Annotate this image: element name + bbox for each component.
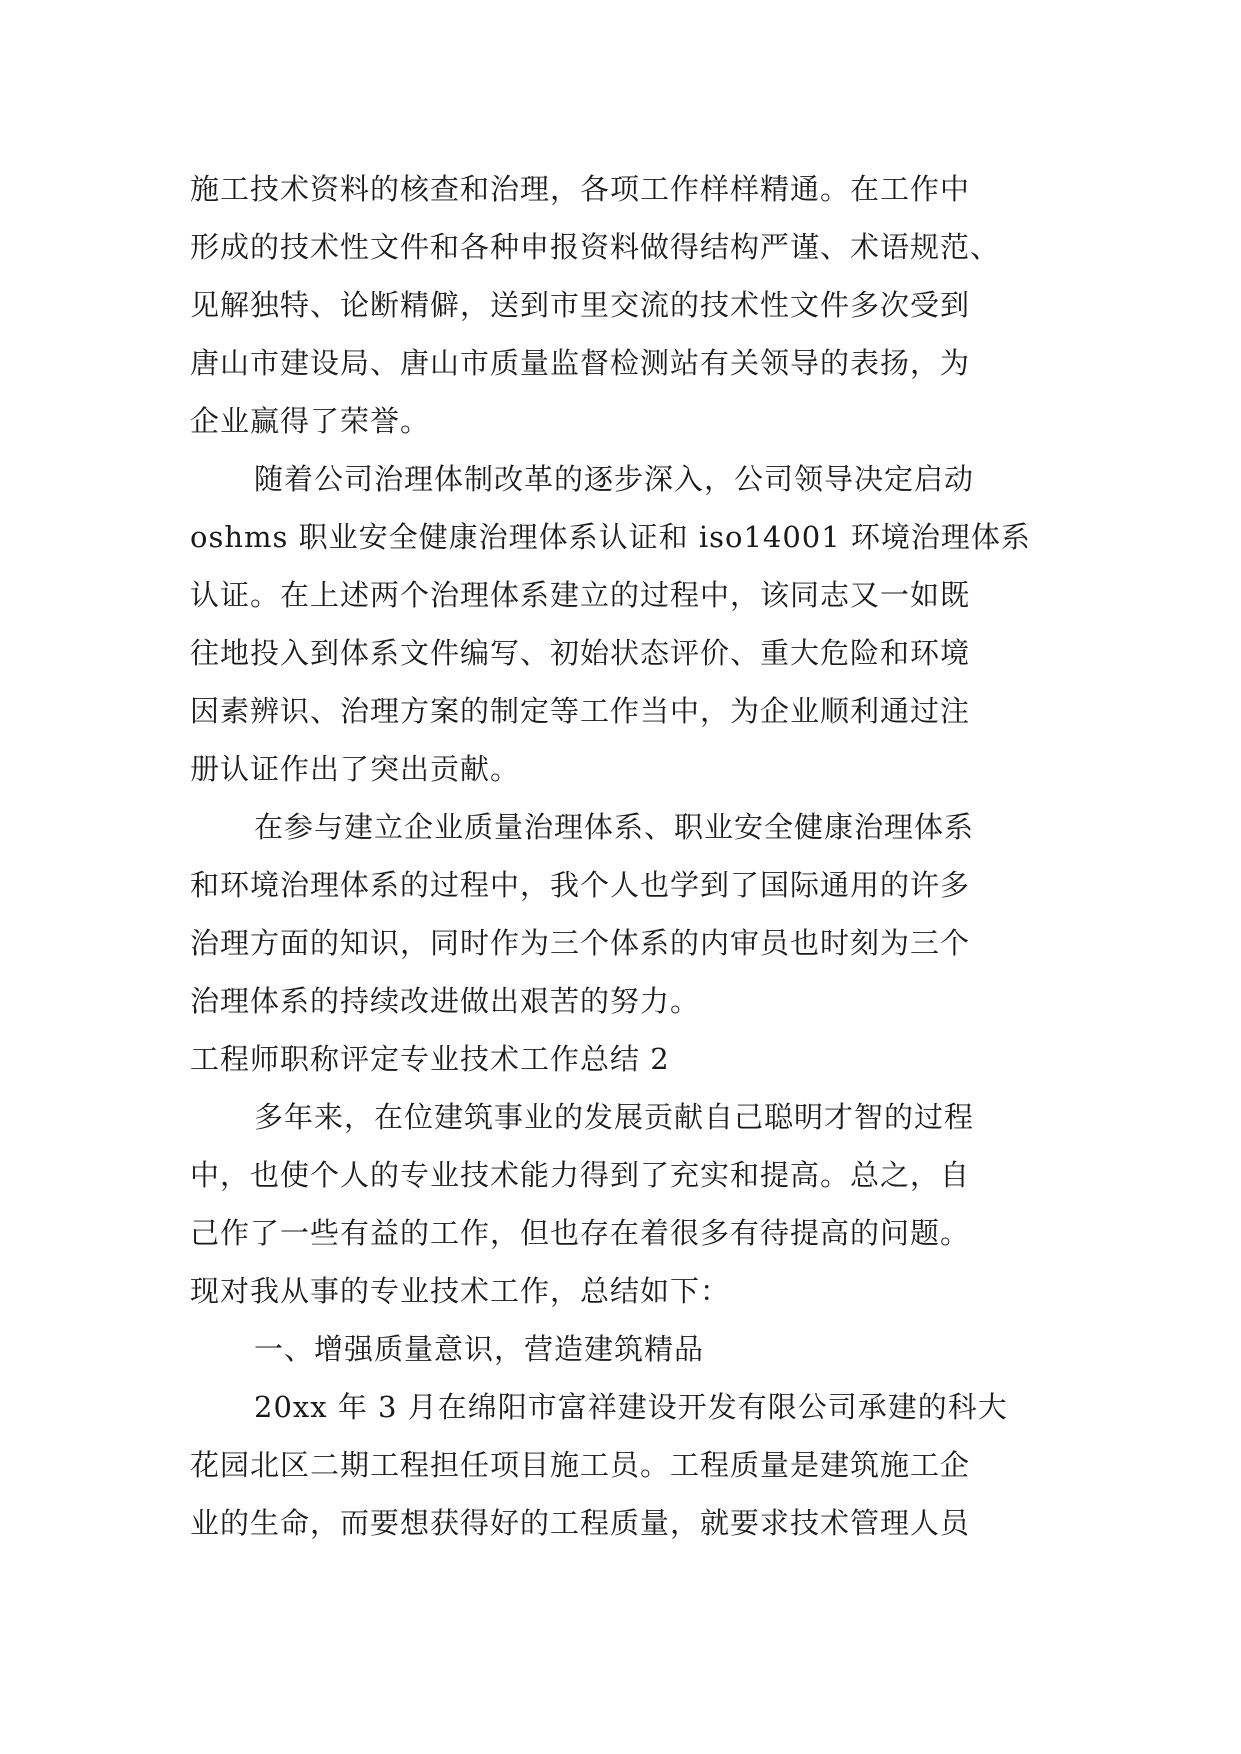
text-line: 治理方面的知识，同时作为三个体系的内审员也时刻为三个 (190, 926, 971, 960)
text-line: 认证。在上述两个治理体系建立的过程中，该同志又一如既 (190, 578, 971, 612)
text-line: 现对我从事的专业技术工作，总结如下： (190, 1274, 731, 1308)
text-line: 因素辨识、治理方案的制定等工作当中，为企业顺利通过注 (190, 694, 971, 728)
text-line: 花园北区二期工程担任项目施工员。工程质量是建筑施工企 (190, 1448, 971, 1482)
document-body (190, 160, 1090, 1552)
text-line: 随着公司治理体制改革的逐步深入，公司领导决定启动 (254, 462, 975, 496)
text-line: 形成的技术性文件和各种申报资料做得结构严谨、术语规范、 (190, 230, 1001, 264)
text-line: 中，也使个人的专业技术能力得到了充实和提高。总之，自 (190, 1158, 971, 1192)
text-line: 企业赢得了荣誉。 (190, 404, 431, 438)
text-line: 往地投入到体系文件编写、初始状态评价、重大危险和环境 (190, 636, 971, 670)
text-line: 和环境治理体系的过程中，我个人也学到了国际通用的许多 (190, 868, 971, 902)
text-line: 20xx 年 3 月在绵阳市富祥建设开发有限公司承建的科大 (254, 1390, 1008, 1424)
paragraph-management-systems (190, 798, 1090, 1030)
text-line: 册认证作出了突出贡献。 (190, 752, 521, 786)
text-line: 唐山市建设局、唐山市质量监督检测站有关领导的表扬，为 (190, 346, 971, 380)
text-line: 多年来，在位建筑事业的发展贡献自己聪明才智的过程 (254, 1100, 975, 1134)
text-line: 治理体系的持续改进做出艰苦的努力。 (190, 984, 701, 1018)
paragraph-tech-documents (190, 160, 1090, 450)
text-line: 己作了一些有益的工作，但也存在着很多有待提高的问题。 (190, 1216, 971, 1250)
paragraph-certification (190, 450, 1090, 798)
text-line: 见解独特、论断精僻，送到市里交流的技术性文件多次受到 (190, 288, 971, 322)
section-title: 工程师职称评定专业技术工作总结 2 (190, 1042, 670, 1076)
text-line: 业的生命，而要想获得好的工程质量，就要求技术管理人员 (190, 1506, 971, 1540)
paragraph-project (190, 1378, 1090, 1552)
text-line: oshms 职业安全健康治理体系认证和 iso14001 环境治理体系 (190, 520, 1031, 554)
subheading: 一、增强质量意识，营造建筑精品 (254, 1332, 705, 1366)
paragraph-intro (190, 1088, 1090, 1320)
text-line: 在参与建立企业质量治理体系、职业安全健康治理体系 (254, 810, 975, 844)
text-line: 施工技术资料的核查和治理，各项工作样样精通。在工作中 (190, 172, 971, 206)
